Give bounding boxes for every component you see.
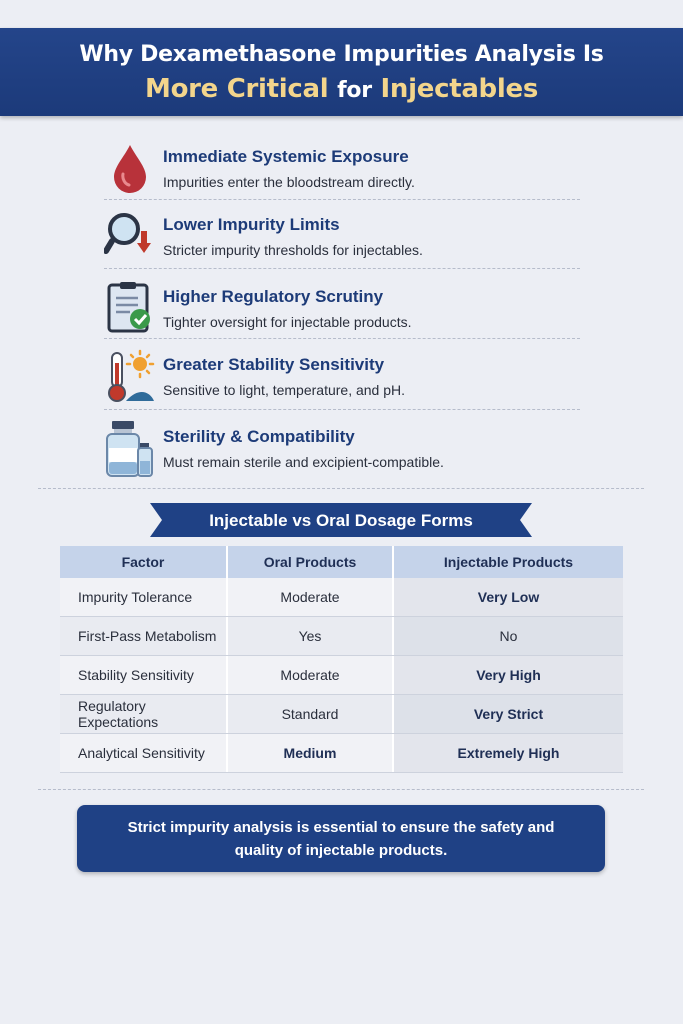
- table-row: [60, 656, 623, 695]
- feature-title: Sterility & Compatibility: [163, 427, 355, 446]
- section-title: Injectable vs Oral Dosage Forms: [209, 511, 473, 530]
- conclusion-line-2: quality of injectable products.: [234, 842, 448, 859]
- oral-cell: Medium: [226, 734, 392, 772]
- oral-cell: Yes: [226, 617, 392, 655]
- magnifier-down-arrow-icon: [104, 209, 156, 265]
- title-line-1: Why Dexamethasone Impurities Analysis Is: [79, 42, 604, 67]
- feature-description: Stricter impurity thresholds for injectables.: [163, 242, 423, 258]
- column-header: Factor: [121, 554, 165, 570]
- feature-title: Lower Impurity Limits: [163, 215, 340, 234]
- column-header: Injectable Products: [392, 546, 623, 578]
- conclusion-line-1: Strict impurity analysis is essential to ensure the safety and: [127, 819, 555, 836]
- injectable-cell: Extremely High: [392, 734, 623, 772]
- oral-cell: Moderate: [226, 656, 392, 694]
- comparison-table: [60, 546, 623, 773]
- table-row: [60, 578, 623, 617]
- column-header: Oral Products: [226, 546, 392, 578]
- feature-title: Greater Stability Sensitivity: [163, 355, 385, 374]
- table-row: [60, 617, 623, 656]
- feature-description: Tighter oversight for injectable products.: [163, 314, 412, 330]
- divider: [38, 488, 644, 489]
- feature-item-lower-limits: [104, 209, 582, 271]
- feature-item-sterility: [104, 421, 582, 483]
- thermometer-sun-icon: [104, 349, 156, 405]
- feature-description: Impurities enter the bloodstream directly.: [163, 174, 415, 190]
- feature-description: Must remain sterile and excipient-compatible.: [163, 454, 444, 470]
- vial-icon: [104, 421, 156, 477]
- title-highlight-1: More Critical: [145, 74, 329, 104]
- blood-drop-icon: [104, 141, 156, 197]
- clipboard-check-icon: [104, 281, 156, 337]
- injectable-cell: Very Strict: [392, 695, 623, 733]
- feature-item-regulatory-scrutiny: [104, 281, 582, 343]
- factor-cell: Impurity Tolerance: [78, 589, 193, 605]
- divider: [38, 789, 644, 790]
- title-banner: [0, 28, 683, 116]
- injectable-cell: Very High: [392, 656, 623, 694]
- divider: [104, 268, 580, 269]
- title-connector: for: [337, 78, 372, 103]
- oral-cell: Moderate: [226, 578, 392, 616]
- feature-item-systemic-exposure: [104, 141, 582, 203]
- table-header-row: [60, 546, 623, 578]
- feature-title: Immediate Systemic Exposure: [163, 147, 409, 166]
- divider: [104, 199, 580, 200]
- oral-cell: Standard: [226, 695, 392, 733]
- factor-cell: Regulatory Expectations: [78, 698, 159, 730]
- table-row: [60, 695, 623, 734]
- feature-description: Sensitive to light, temperature, and pH.: [163, 382, 406, 398]
- section-ribbon: [150, 503, 532, 537]
- divider: [104, 409, 580, 410]
- injectable-cell: No: [392, 617, 623, 655]
- factor-cell: First-Pass Metabolism: [78, 628, 217, 644]
- factor-cell: Analytical Sensitivity: [78, 745, 205, 761]
- factor-cell: Stability Sensitivity: [78, 667, 194, 683]
- feature-item-stability-sensitivity: [104, 349, 582, 411]
- title-highlight-2: Injectables: [380, 74, 538, 104]
- feature-title: Higher Regulatory Scrutiny: [163, 287, 384, 306]
- table-row: [60, 734, 623, 773]
- conclusion-box: [77, 805, 605, 872]
- title-line-2: [0, 74, 683, 104]
- divider: [104, 338, 580, 339]
- injectable-cell: Very Low: [392, 578, 623, 616]
